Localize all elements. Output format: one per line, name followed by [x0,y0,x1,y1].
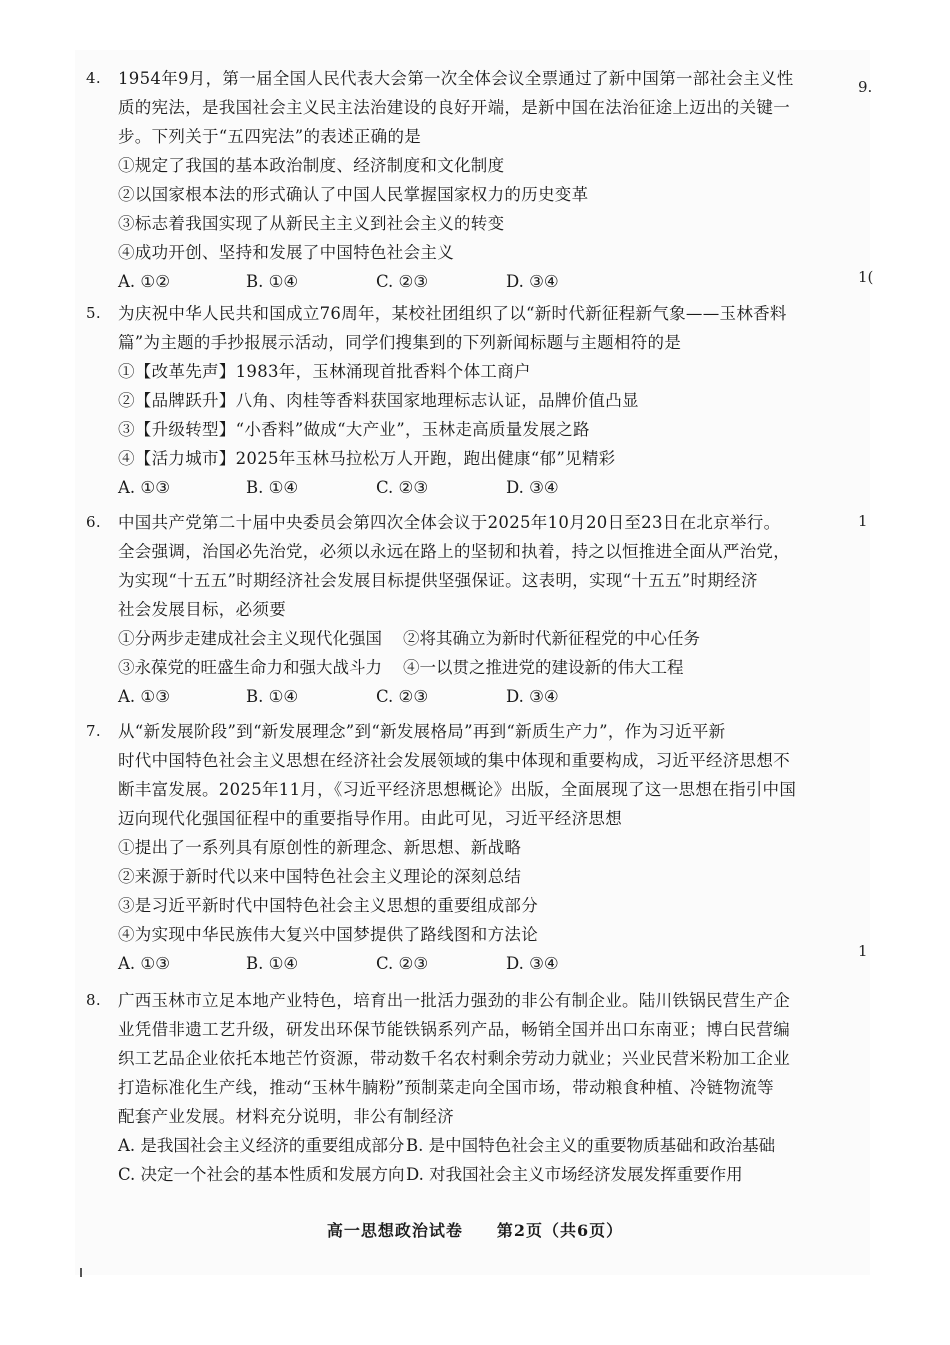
question-text: 为实现“十五五”时期经济社会发展目标提供坚强保证。这表明，实现“十五五”时期经济 [118,571,758,590]
question-text: 业凭借非遗工艺升级，研发出环保节能铁锅系列产品，畅销全国并出口东南亚；博白民营编 [118,1020,790,1039]
question-8 [86,986,818,1189]
margin-mark: 1( [858,268,874,286]
choice-b: B. ①④ [246,687,299,706]
scan-mark [80,1268,82,1277]
statement: ①【改革先声】1983年，玉林涌现首批香料个体工商户 [118,362,531,381]
choice-d: D. ③④ [506,272,559,291]
question-text: 质的宪法，是我国社会主义民主法治建设的良好开端，是新中国在法治征途上迈出的关键一 [118,98,790,117]
question-5 [86,299,818,503]
question-text: 广西玉林市立足本地产业特色，培育出一批活力强劲的非公有制企业。陆川铁锅民营生产企 [118,991,790,1010]
question-text: 1954年9月，第一届全国人民代表大会第一次全体会议全票通过了新中国第一部社会主义性 [118,69,794,88]
question-text: 社会发展目标，必须要 [118,600,286,619]
statement: ③永葆党的旺盛生命力和强大战斗力 [118,658,382,677]
statement: ②以国家根本法的形式确认了中国人民掌握国家权力的历史变革 [118,185,589,204]
choice-b: B. ①④ [246,478,299,497]
statement: ②来源于新时代以来中国特色社会主义理论的深刻总结 [118,867,522,886]
statement: ③【升级转型】“小香料”做成“大产业”，玉林走高质量发展之路 [118,420,590,439]
choice-d: D. ③④ [506,478,559,497]
question-6 [86,508,818,712]
statement: ④为实现中华民族伟大复兴中国梦提供了路线图和方法论 [118,925,538,944]
question-text: 为庆祝中华人民共和国成立76周年，某校社团组织了以“新时代新征程新气象——玉林香料 [118,304,787,323]
question-text: 时代中国特色社会主义思想在经济社会发展领域的集中体现和重要构成，习近平经济思想不 [118,751,790,770]
statement: ④成功开创、坚持和发展了中国特色社会主义 [118,243,454,262]
question-number: 6. [86,513,101,531]
question-7 [86,717,818,979]
statement: ③是习近平新时代中国特色社会主义思想的重要组成部分 [118,896,538,915]
statement: ②将其确立为新时代新征程党的中心任务 [403,629,700,648]
question-4 [86,64,818,297]
margin-mark: 1 [858,942,868,960]
question-number: 5. [86,304,101,322]
statement: ③标志着我国实现了从新民主主义到社会主义的转变 [118,214,505,233]
choice-a: A. 是我国社会主义经济的重要组成部分 [118,1136,405,1155]
statement: ①分两步走建成社会主义现代化强国 [118,629,382,648]
choice-b: B. 是中国特色社会主义的重要物质基础和政治基础 [406,1136,776,1155]
question-text: 织工艺品企业依托本地芒竹资源，带动数千名农村剩余劳动力就业；兴业民营米粉加工企业 [118,1049,790,1068]
question-text: 打造标准化生产线，推动“玉林牛腩粉”预制菜走向全国市场，带动粮食种植、冷链物流等 [118,1078,774,1097]
statement: ①规定了我国的基本政治制度、经济制度和文化制度 [118,156,505,175]
choice-c: C. ②③ [376,687,429,706]
choice-a: A. ①③ [118,687,170,706]
question-number: 4. [86,69,101,87]
margin-mark: 1 [858,512,868,530]
question-text: 断丰富发展。2025年11月，《习近平经济思想概论》出版，全面展现了这一思想在指引中国 [118,780,797,799]
choice-b: B. ①④ [246,954,299,973]
statement: ①提出了一系列具有原创性的新理念、新思想、新战略 [118,838,522,857]
choice-a: A. ①② [118,272,170,291]
question-text: 迈向现代化强国征程中的重要指导作用。由此可见，习近平经济思想 [118,809,622,828]
statement: ④一以贯之推进党的建设新的伟大工程 [403,658,684,677]
statement: ④【活力城市】2025年玉林马拉松万人开跑，跑出健康“郁”见精彩 [118,449,616,468]
question-text: 配套产业发展。材料充分说明，非公有制经济 [118,1107,454,1126]
question-text: 篇”为主题的手抄报展示活动，同学们搜集到的下列新闻标题与主题相符的是 [118,333,682,352]
choice-b: B. ①④ [246,272,299,291]
choice-a: A. ①③ [118,478,170,497]
question-number: 8. [86,991,101,1009]
question-text: 中国共产党第二十届中央委员会第四次全体会议于2025年10月20日至23日在北京举行。 [118,513,781,532]
question-text: 从“新发展阶段”到“新发展理念”到“新发展格局”再到“新质生产力”，作为习近平新 [118,722,726,741]
choice-c: C. 决定一个社会的基本性质和发展方向 [118,1165,405,1184]
choice-d: D. ③④ [506,954,559,973]
statement: ②【品牌跃升】八角、肉桂等香料获国家地理标志认证，品牌价值凸显 [118,391,639,410]
question-number: 7. [86,722,101,740]
choice-a: A. ①③ [118,954,170,973]
choice-d: D. 对我国社会主义市场经济发展发挥重要作用 [406,1165,743,1184]
question-text: 步。下列关于“五四宪法”的表述正确的是 [118,127,422,146]
margin-mark: 9. [858,78,873,96]
choice-c: C. ②③ [376,272,429,291]
page-footer: 高一思想政治试卷 第2页（共6页） [326,1221,624,1240]
choice-c: C. ②③ [376,954,429,973]
choice-d: D. ③④ [506,687,559,706]
choice-c: C. ②③ [376,478,429,497]
question-text: 全会强调，治国必先治党，必须以永远在路上的坚韧和执着，持之以恒推进全面从严治党， [118,542,790,561]
